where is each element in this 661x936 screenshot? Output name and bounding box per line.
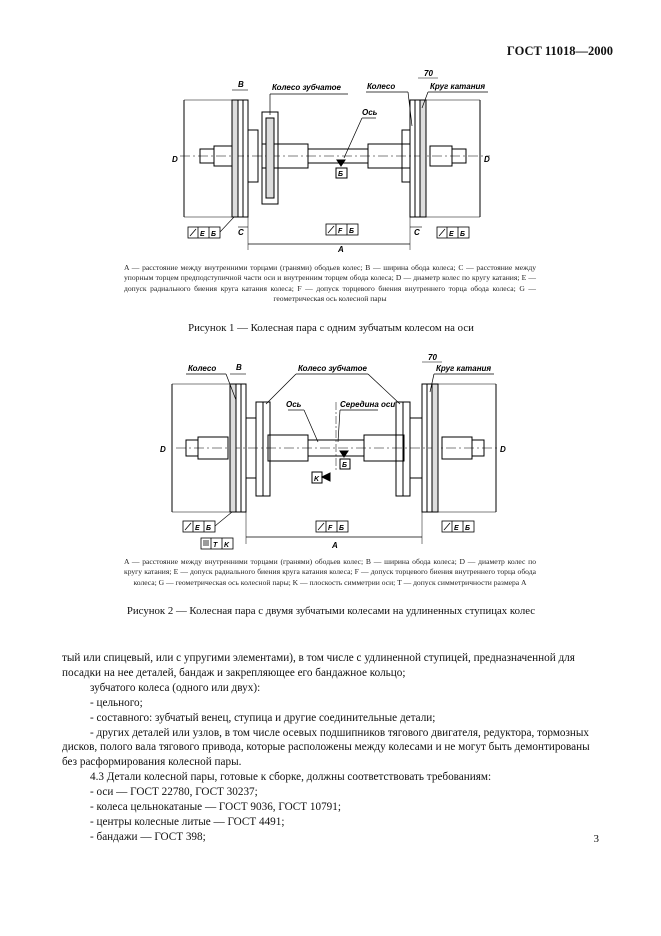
fig2-wheel-label-left: Колесо (188, 364, 217, 373)
fig1-A: A (338, 245, 344, 254)
paragraph: 4.3 Детали колесной пары, готовые к сборке, должны соответствовать требованиям: (90, 771, 492, 784)
fig1-C-left: C (238, 228, 244, 237)
svg-text:Б: Б (211, 231, 216, 238)
svg-text:K: K (224, 542, 230, 549)
svg-text:Б: Б (349, 228, 354, 235)
fig1-datum: Б (338, 171, 343, 178)
fig1-wheel-label: Колесо (367, 82, 396, 91)
svg-text:E: E (454, 525, 459, 532)
list-item: - цельного; (90, 696, 143, 709)
svg-text:Б: Б (460, 231, 465, 238)
fig2-dim70: 70 (428, 353, 437, 362)
fig1-D-right: D (484, 155, 490, 164)
svg-text:Б: Б (465, 525, 470, 532)
list-item: - других деталей или узлов, в том числе осевых подшипников тягового двигателя, редуктора, тормозных дисков, полого вала тягового привода, которые расположены между колесами и не могут быть демонтированы без расформирования колесной пары. (62, 726, 590, 769)
svg-text:F: F (338, 228, 343, 235)
figure-1-drawing (0, 60, 661, 260)
list-item: - центры колесные литые — ГОСТ 4491; (90, 815, 285, 828)
svg-text:E: E (200, 231, 205, 238)
fig2-B: B (236, 363, 242, 372)
list-item: - составного: зубчатый венец, ступица и другие соединительные детали; (90, 711, 436, 724)
fig1-C-right: C (414, 228, 420, 237)
list-item: - оси — ГОСТ 22780, ГОСТ 30237; (90, 786, 258, 799)
svg-text:T: T (213, 542, 218, 549)
svg-text:E: E (449, 231, 454, 238)
fig2-rolling-circle-label: Круг катания (436, 364, 492, 373)
fig1-B: B (238, 80, 244, 89)
fig1-rolling-circle-label: Круг катания (430, 82, 486, 91)
fig2-D-right: D (500, 445, 506, 454)
fig2-gear-label: Колесо зубчатое (298, 364, 367, 373)
fig2-A: A (332, 541, 338, 550)
fig2-datum: Б (342, 462, 347, 469)
figure-1-legend: A — расстояние между внутренними торцами (гранями) ободьев колес; B — ширина обода колеса; C — расстояние между упорным торцем предподступичной части оси и внутренним торцем обода колеса; D — диаметр колес по кругу катания; E — допуск радиального биения круга катания колеса; F — допуск торцевого биения внутреннего торца обода колеса; G — геометрическая ось колесной пары (124, 263, 536, 303)
svg-text:E: E (195, 525, 200, 532)
svg-text:Б: Б (339, 525, 344, 532)
fig1-axle-label: Ось (362, 108, 378, 117)
body-text (62, 651, 600, 845)
standard-code: ГОСТ 11018—2000 (506, 44, 613, 58)
svg-text:F: F (328, 525, 333, 532)
page-number: 3 (593, 833, 599, 845)
fig2-D-left: D (160, 445, 166, 454)
paragraph: тый или спицевый, или с упругими элементами), в том числе с удлиненной ступицей, предназначенной для посадки на нее деталей, бандаж и закрепляющее его бандажное кольцо; (62, 652, 575, 679)
fig2-axle-label: Ось (286, 400, 302, 409)
figure-2-caption: Рисунок 2 — Колесная пара с двумя зубчатыми колесами на удлиненных ступицах колес (126, 605, 536, 617)
fig2-plane-K: K (314, 476, 320, 483)
figure-1-caption: Рисунок 1 — Колесная пара с одним зубчатым колесом на оси (188, 322, 474, 334)
fig1-dim70: 70 (424, 69, 433, 78)
figure-2-legend: A — расстояние между внутренними торцами (гранями) ободьев колес; B — ширина обода колеса; D — диаметр колес по кругу катания; E — допуск радиального биения круга катания колеса; F — допуск торцевого биения внутреннего торца обода колеса; G — геометрическая ось колесной пары; K — плоскость симметрии оси; T — допуск симметричности размера A (124, 557, 536, 587)
fig1-D-left: D (172, 155, 178, 164)
paragraph: зубчатого колеса (одного или двух): (90, 681, 261, 694)
fig2-axle-middle-label: Середина оси (340, 400, 396, 409)
list-item: - бандажи — ГОСТ 398; (90, 830, 206, 843)
figure-2-drawing (0, 352, 661, 552)
fig1-gear-label: Колесо зубчатое (272, 83, 341, 92)
svg-text:Б: Б (206, 525, 211, 532)
list-item: - колеса цельнокатаные — ГОСТ 9036, ГОСТ 10791; (90, 801, 341, 814)
